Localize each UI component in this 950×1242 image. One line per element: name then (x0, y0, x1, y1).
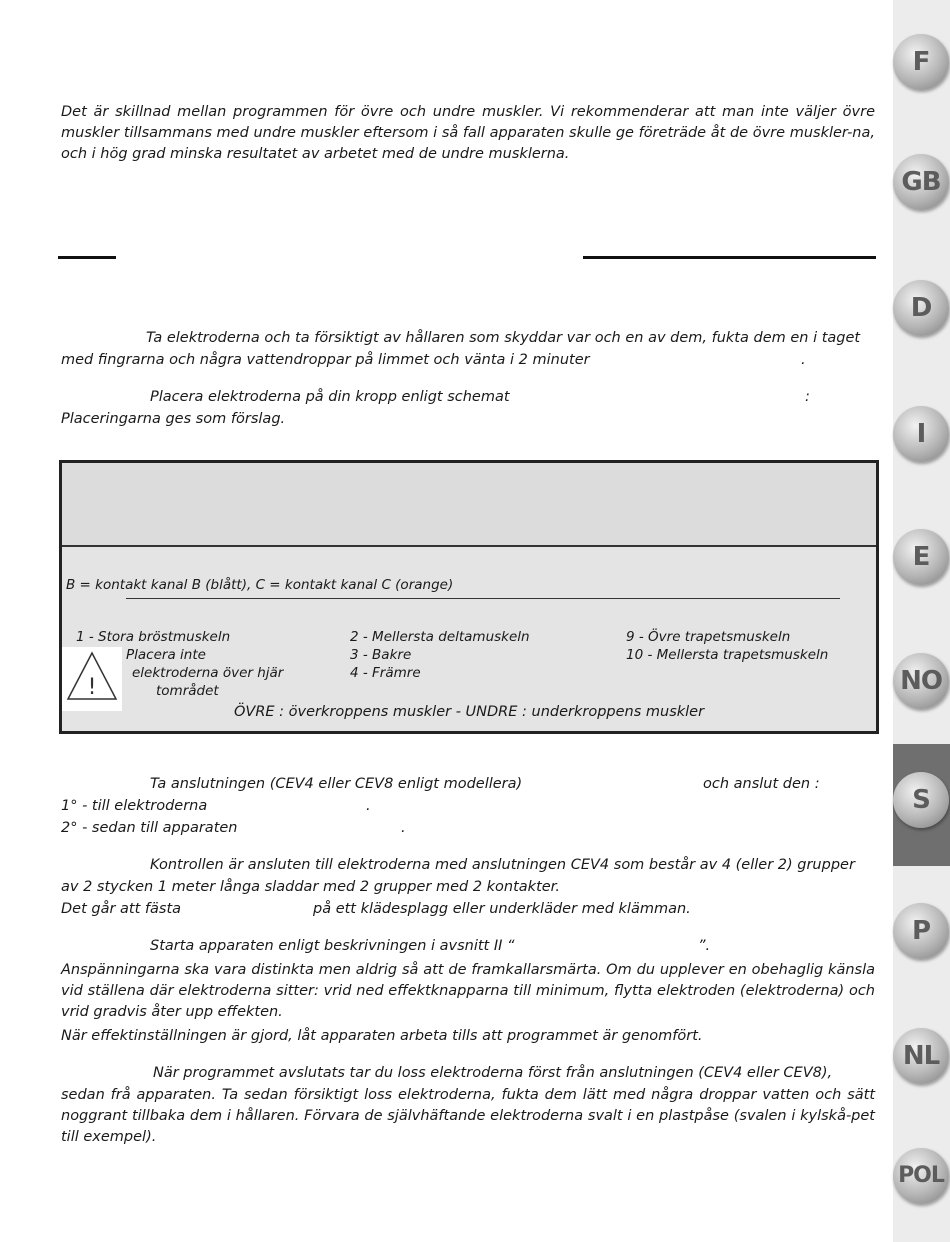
intro-paragraph: Det är skillnad mellan programmen för övre och undre muskler. Vi rekommenderar att man inte väljer övre muskler tillsammans med undre muskler eftersom i så fall apparaten skulle ge företräde åt de övre muskler-na, och i hög grad minska resultatet av arbetet med de undre musklerna. (61, 104, 875, 162)
electrode-placement-table (59, 460, 879, 734)
tab-language-f[interactable] (893, 16, 950, 111)
step3-dot2: . (401, 820, 406, 836)
step4-line3a: Det går att fästa (61, 901, 182, 917)
step4-line1: Kontrollen är ansluten till elektroderna med anslutningen CEV4 som består av 4 (eller 2) grupper (150, 857, 855, 873)
step5-line1a: Starta apparaten enligt beskrivningen i avsnitt II “ (150, 938, 515, 954)
step5-paragraph: Anspänningarna ska vara distinkta men aldrig så att de framkallarsmärta. Om du upplever en obehaglig känsla vid ställena där elektroderna sitter: vrid ned effektknapparna till minimum, flytta elektroden (elektroderna) och vrid gradvis åter upp effekten. (61, 962, 875, 1020)
table-header (62, 463, 876, 547)
col3-item2: 10 - Mellersta trapetsmuskeln (626, 647, 829, 663)
step6-paragraph: sedan frå apparaten. Ta sedan försiktigt loss elektroderna, fukta dem lätt med några droppar vatten och sätt noggrant tillbaka dem i hållaren. Förvara de självhäftande elektroderna svalt i en plastpåse (svalen i kylskå-pet till exempel). (61, 1087, 875, 1145)
step5-last: När effektinställningen är gjord, låt apparaten arbeta tills att programmet är genomfört. (61, 1028, 703, 1044)
table-divider (126, 598, 840, 599)
tab-language-nl[interactable] (893, 1010, 950, 1105)
tab-label: D (910, 293, 932, 323)
table-footer: ÖVRE : överkroppens muskler - UNDRE : underkroppens muskler (234, 704, 705, 720)
tab-language-i[interactable] (893, 388, 950, 483)
col1-item1: 1 - Stora bröstmuskeln (76, 629, 231, 645)
step4-line2: av 2 stycken 1 meter långa sladdar med 2 grupper med 2 kontakter. (61, 879, 560, 895)
tab-label: P (911, 916, 931, 946)
step3-line2: 1° - till elektroderna (61, 798, 208, 814)
col1-warning-line2: elektroderna över hjär (132, 665, 284, 681)
tab-label: NL (902, 1041, 940, 1071)
tab-language-p[interactable] (893, 885, 950, 980)
step3-line3: 2° - sedan till apparaten (61, 820, 238, 836)
step6-line1: När programmet avslutats tar du loss elektroderna först från anslutningen (CEV4 eller CEV8), (153, 1065, 833, 1081)
step1-line1: Ta elektroderna och ta försiktigt av hållaren som skyddar var och en av dem, fukta dem en i taget (146, 330, 861, 346)
tab-language-s[interactable] (893, 744, 950, 866)
step5-line1b: ”. (698, 938, 711, 954)
tab-language-gb[interactable] (893, 136, 950, 231)
step1-line2: med fingrarna och några vattendroppar på limmet och vänta i 2 minuter (61, 352, 590, 368)
tab-language-pol[interactable] (893, 1130, 950, 1225)
tab-label: I (916, 419, 926, 449)
warning-triangle-icon (62, 647, 122, 711)
tab-label: S (912, 785, 930, 815)
tab-language-d[interactable] (893, 262, 950, 357)
warning-symbol: ! (87, 675, 97, 700)
col2-item2: 3 - Bakre (350, 647, 412, 663)
step4-line3b: på ett klädesplagg eller underkläder med klämman. (313, 901, 691, 917)
step3-line1a: Ta anslutningen (CEV4 eller CEV8 enligt modellera) (150, 776, 523, 792)
col1-warning-line3: tområdet (156, 683, 219, 699)
tab-label: POL (898, 1163, 944, 1188)
step2-line1: Placera elektroderna på din kropp enligt schemat (150, 389, 510, 405)
warning-box (62, 647, 122, 711)
step2-line2: Placeringarna ges som förslag. (61, 411, 286, 427)
tab-label: GB (901, 167, 941, 197)
col1-warning-line1: Placera inte (126, 647, 206, 663)
heading-rule-left (58, 256, 116, 259)
col2-item1: 2 - Mellersta deltamuskeln (350, 629, 530, 645)
heading-rule-right (583, 256, 876, 259)
tab-language-e[interactable] (893, 511, 950, 606)
step3-line1b: och anslut den : (703, 776, 820, 792)
col3-item1: 9 - Övre trapetsmuskeln (626, 629, 791, 645)
step3-dot1: . (366, 798, 371, 814)
step2-colon: : (805, 389, 810, 405)
table-legend: B = kontakt kanal B (blått), C = kontakt kanal C (orange) (66, 577, 454, 593)
col2-item3: 4 - Främre (350, 665, 421, 681)
tab-label: E (912, 542, 930, 572)
tab-label: NO (900, 666, 942, 696)
tab-label: F (912, 47, 930, 77)
tab-language-no[interactable] (893, 635, 950, 730)
step1-dot: . (801, 352, 806, 368)
